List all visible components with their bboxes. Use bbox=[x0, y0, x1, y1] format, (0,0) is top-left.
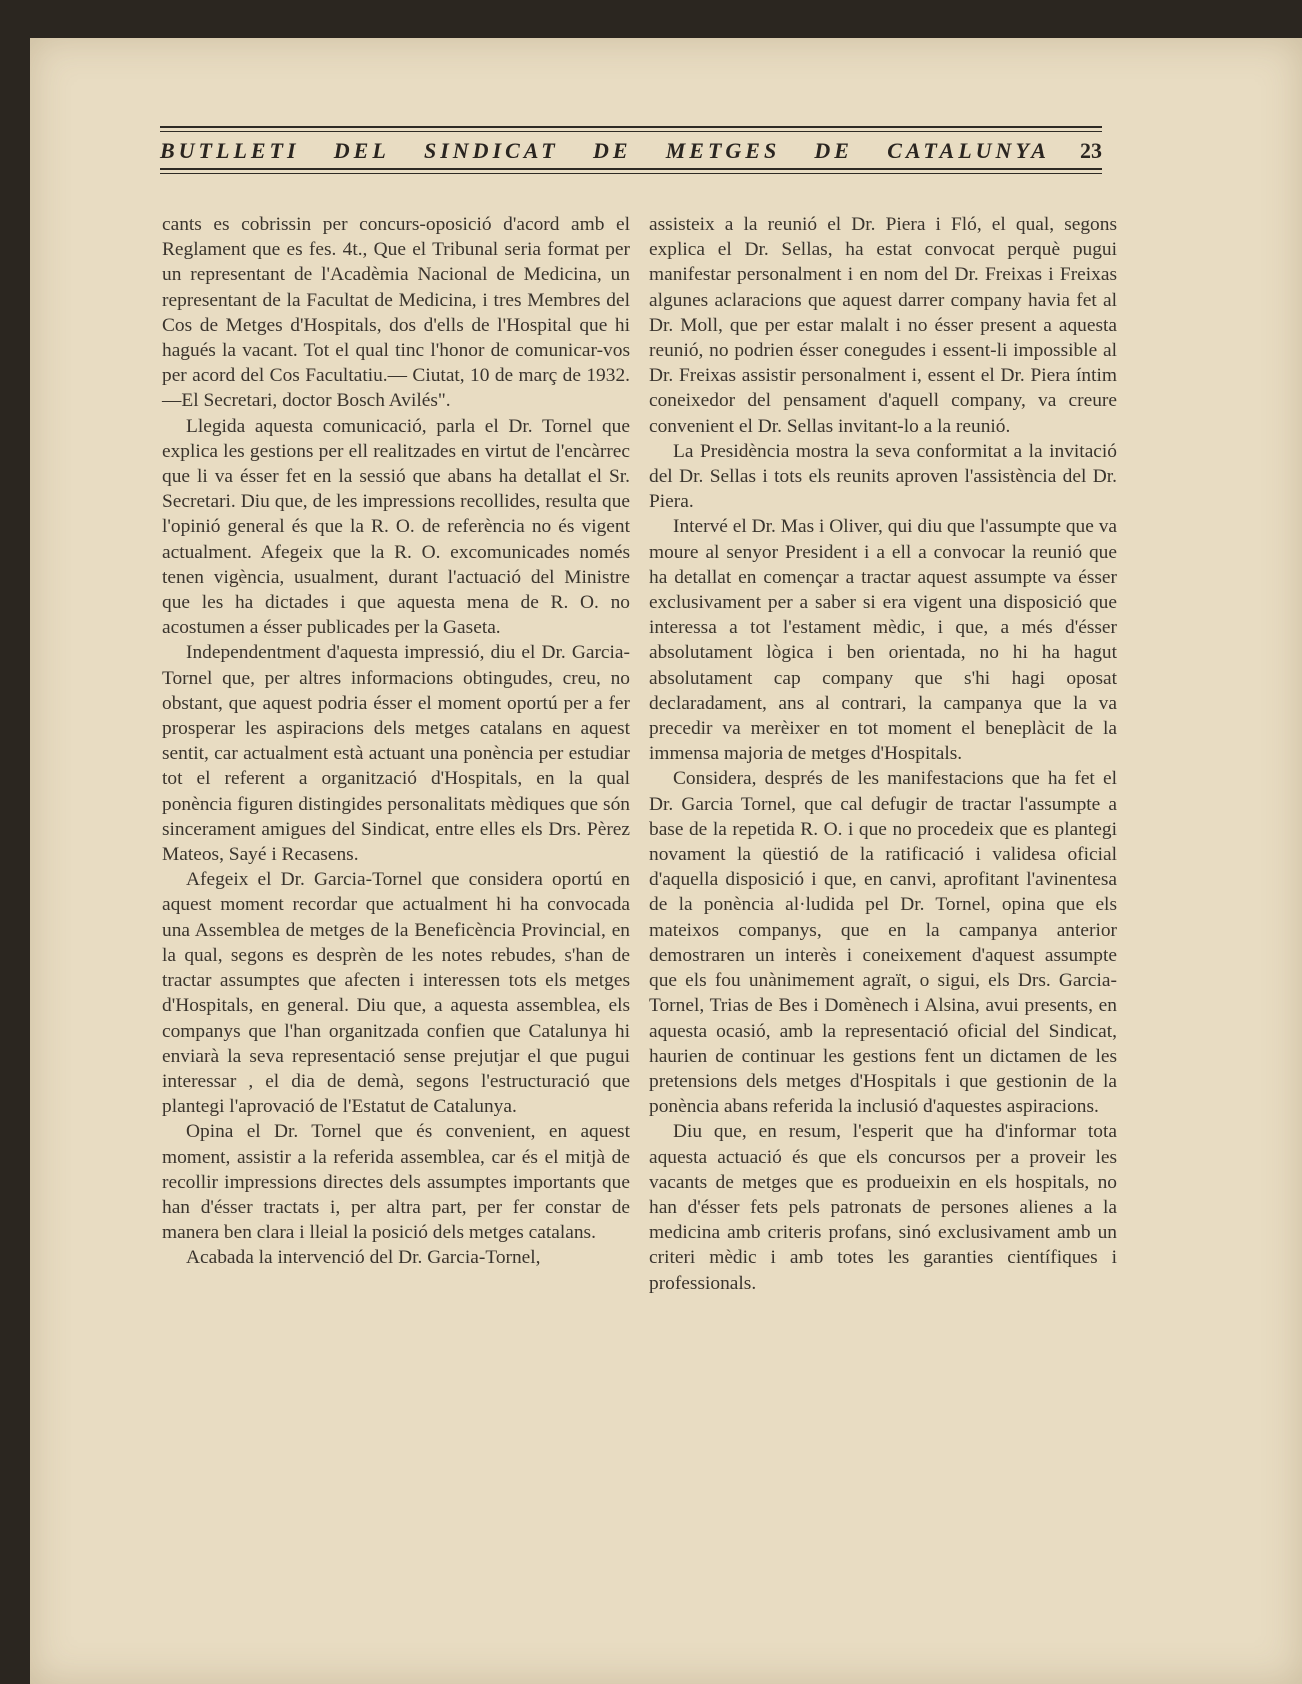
paragraph: Diu que, en resum, l'esperit que ha d'informar tota aquesta actuació és que els concursos per a proveir les vacants de metges que es produeixin en els hospitals, no han d'ésser fets pels patronats de persones alienes a la medicina amb criteris profans, sinó exclusivament amb un criteri mèdic i amb totes les garanties científiques i professionals. bbox=[649, 1121, 1117, 1294]
paragraph: Llegida aquesta comunicació, parla el Dr. Tornel que explica les gestions per ell realitzades en virtut de l'encàrrec que li va ésser fet en la sessió que abans ha detallat el Sr. Secretari. Diu que, de les impressions recollides, resulta que l'opinió general és que la R. O. de referència no és vigent actualment. Afegeix que la R. O. excomunicades només tenen vigència, usualment, durant l'actuació del Ministre que les ha dictades i que aquesta mena de R. O. no acostumen a ésser publicades per la Gaseta. bbox=[162, 415, 630, 639]
paragraph: Afegeix el Dr. Garcia-Tornel que considera oportú en aquest moment recordar que actualment hi ha convocada una Assemblea de metges de la Beneficència Provincial, en la qual, segons es desprèn de les notes rebudes, s'han de tractar assumptes que afecten i interessen tots els metges d'Hospitals, en general. Diu que, a aquesta assemblea, els companys que l'han organitzada confien que Catalunya hi enviarà la seva representació sense prejutjar el que pugui interessar , el dia de demà, segons l'estructuració que plantegi l'aprovació de l'Estatut de Catalunya. bbox=[162, 869, 630, 1118]
paragraph: Acabada la intervenció del Dr. Garcia-Tornel, bbox=[186, 1247, 541, 1269]
running-header bbox=[160, 126, 1102, 182]
paragraph: assisteix a la reunió el Dr. Piera i Fló, el qual, segons explica el Dr. Sellas, ha estat convocat perquè pugui manifestar personalment i en nom del Dr. Freixas i Freixas algunes aclaracions que aquest darrer company havia fet al Dr. Moll, que per estar malalt i no ésser present a aquesta reunió, no podrien ésser conegudes i essent-li impossible al Dr. Freixas assistir personalment i, essent el Dr. Piera íntim coneixedor del pensament d'aquell company, va creure convenient el Dr. Sellas invitant-lo a la reunió. bbox=[649, 214, 1117, 437]
title-word: CATALUNYA bbox=[887, 138, 1050, 163]
right-column bbox=[649, 212, 1117, 1296]
paragraph: Considera, després de les manifestacions que ha fet el Dr. Garcia Tornel, que cal defugir de tractar l'assumpte a base de la repetida R. O. i que no procedeix que es plantegi novament la qüestió de la ratificació i validesa oficial d'aquella disposició i que, en canvi, aprofitant l'avinentesa de la ponència al·ludida pel Dr. Tornel, opina que els mateixos companys, que en la campanya anterior demostraren un interès i coneixement d'aquest assumpte que els fou unànimement agraït, o sigui, els Drs. Garcia-Tornel, Trias de Bes i Domènech i Alsina, avui presents, en aquesta ocasió, amb la representació oficial del Sindicat, haurien de continuar les gestions fent un dictamen de les pretensions dels metges d'Hospitals i que gestionin de la ponència abans referida la inclusió d'aquestes aspiracions. bbox=[649, 768, 1117, 1118]
title-word: DE bbox=[592, 138, 632, 163]
title-word: SINDICAT bbox=[424, 138, 559, 163]
header-rule-bottom-thin bbox=[160, 173, 1102, 174]
header-rule-bottom bbox=[160, 168, 1102, 170]
paragraph: La Presidència mostra la seva conformitat a la invitació del Dr. Sellas i tots els reunits aproven l'assistència del Dr. Piera. bbox=[649, 440, 1117, 513]
paragraph: Intervé el Dr. Mas i Oliver, qui diu que l'assumpte que va moure al senyor President i a ell a convocar la reunió que ha detallat en començar a tractar aquest assumpte va ésser exclusivament per a saber si era vigent una disposició que interessa a tot l'estament mèdic, i que, a més d'ésser absolutament lògica i ben orientada, no hi ha hagut absolutament cap company que s'hi hagi oposat declaradament, ans al contrari, la campanya que la va precedir va merèixer en tot moment el beneplàcit de la immensa majoria de metges d'Hospitals. bbox=[649, 516, 1117, 765]
title-word: METGES bbox=[665, 138, 781, 163]
journal-title bbox=[160, 137, 1050, 165]
left-column bbox=[162, 212, 630, 1271]
header-rule-top bbox=[160, 126, 1102, 128]
header-rule-top-thin bbox=[160, 131, 1102, 132]
title-word: DE bbox=[814, 138, 853, 163]
title-word: BUTLLETI bbox=[160, 138, 300, 163]
page-number: 23 bbox=[1080, 138, 1102, 163]
paragraph: Opina el Dr. Tornel que és convenient, en aquest moment, assistir a la referida assemblea, car és el mitjà de recollir impressions directes dels assumptes importants que han d'ésser tractats i, per altra part, per fer constar de manera ben clara i lleial la posició dels metges catalans. bbox=[162, 1121, 630, 1244]
paragraph: cants es cobrissin per concurs-oposició d'acord amb el Reglament que es fes. 4t., Que el Tribunal seria format per un representant de l'Acadèmia Nacional de Medicina, un representant de la Facultat de Medicina, i tres Membres del Cos de Metges d'Hospitals, dos d'ells de l'Hospital que hi hagués la vacant. Tot el qual tinc l'honor de comunicar-vos per acord del Cos Facultatiu.— Ciutat, 10 de març de 1932.—El Secretari, doctor Bosch Avilés". bbox=[162, 214, 630, 412]
paragraph: Independentment d'aquesta impressió, diu el Dr. Garcia-Tornel que, per altres informacions obtingudes, creu, no obstant, que aquest podria ésser el moment oportú per a fer prosperar les aspiracions dels metges catalans en aquest sentit, car actualment està actuant una ponència per estudiar tot el referent a organització d'Hospitals, en la qual ponència figuren distingides personalitats mèdiques que són sincerament amigues del Sindicat, entre elles els Drs. Pèrez Mateos, Sayé i Recasens. bbox=[162, 642, 630, 866]
title-word: DEL bbox=[333, 138, 390, 163]
